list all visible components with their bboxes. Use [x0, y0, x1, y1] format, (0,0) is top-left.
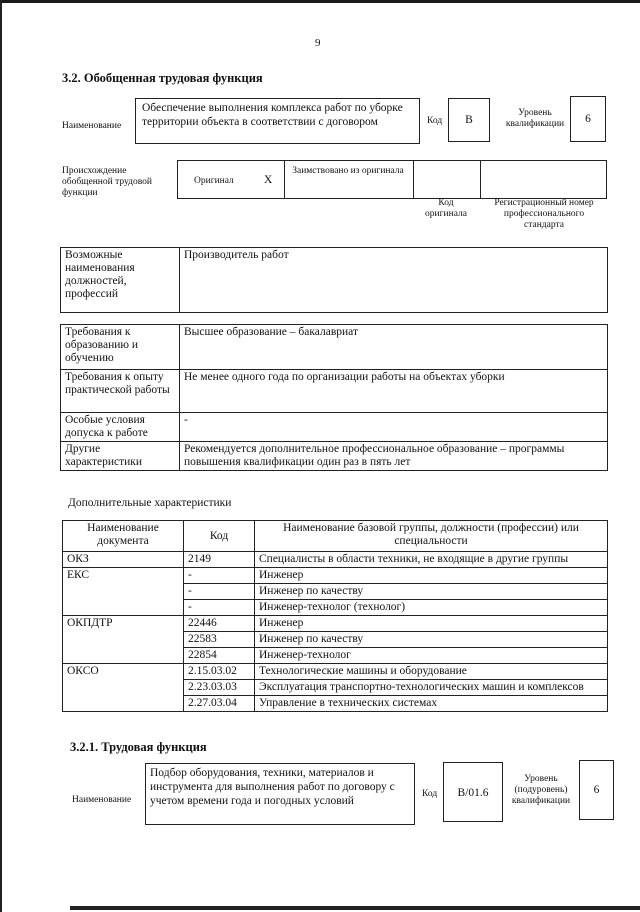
- reg-number-label: Регистрационный номер профессионального стандарта: [494, 198, 594, 230]
- doc-cell: ОКСО: [63, 664, 184, 712]
- sub-code-value: B/01.6: [457, 787, 489, 799]
- name-cell: Инженер по качеству: [255, 584, 608, 600]
- origin-divider-3: [480, 161, 481, 198]
- additional-table: [62, 520, 608, 712]
- scan-top-edge: [0, 0, 640, 3]
- name-cell: Инженер-технолог: [255, 648, 608, 664]
- name-cell: Инженер-технолог (технолог): [255, 600, 608, 616]
- name-cell: Инженер по качеству: [255, 632, 608, 648]
- code-cell: 22446: [184, 616, 255, 632]
- sub-level-value: 6: [593, 784, 600, 796]
- additional-row: [63, 616, 608, 632]
- requirement-value: -: [180, 413, 608, 442]
- code-cell: 22583: [184, 632, 255, 648]
- additional-row: [63, 664, 608, 680]
- borrowed-label: Заимствовано из оригинала: [292, 166, 404, 176]
- code-original-label: Код оригинала: [425, 198, 467, 219]
- sub-name-label: Наименование: [72, 795, 132, 805]
- additional-header-row: [63, 521, 608, 552]
- requirement-label: Особые условия допуска к работе: [61, 413, 180, 442]
- positions-label: Возможные наименования должностей, профессий: [61, 248, 180, 313]
- positions-row: [61, 248, 608, 313]
- doc-cell: ЕКС: [63, 568, 184, 616]
- code-cell: -: [184, 584, 255, 600]
- doc-cell: ОКЗ: [63, 552, 184, 568]
- code-cell: -: [184, 568, 255, 584]
- positions-table: [60, 247, 608, 313]
- additional-row: [63, 568, 608, 584]
- requirement-value: Высшее образование – бакалавриат: [180, 325, 608, 370]
- requirement-label: Другие характеристики: [61, 442, 180, 471]
- page-number: 9: [315, 37, 321, 49]
- name-cell: Технологические машины и оборудование: [255, 664, 608, 680]
- origin-table: [177, 160, 607, 199]
- name-cell: Инженер: [255, 616, 608, 632]
- name-cell: Эксплуатация транспортно-технологических машин и комплексов: [255, 680, 608, 696]
- requirement-row: [61, 325, 608, 370]
- level-box: [570, 96, 606, 142]
- sub-level-label: Уровень (подуровень) квалификации: [511, 774, 571, 806]
- requirement-row: [61, 442, 608, 471]
- code-cell: -: [184, 600, 255, 616]
- function-name-value: Обеспечение выполнения комплекса работ по уборке территории объекта в соответствии с договором: [142, 102, 403, 128]
- section-title: 3.2. Обобщенная трудовая функция: [62, 71, 263, 85]
- requirement-label: Требования к опыту практической работы: [61, 370, 180, 413]
- name-cell: Управление в технических системах: [255, 696, 608, 712]
- scan-left-edge: [0, 0, 2, 912]
- origin-divider-1: [284, 161, 285, 198]
- code-box: [448, 98, 490, 142]
- doc-cell: ОКПДТР: [63, 616, 184, 664]
- code-cell: 22854: [184, 648, 255, 664]
- name-cell: Инженер: [255, 568, 608, 584]
- level-value: 6: [585, 113, 591, 125]
- requirement-row: [61, 413, 608, 442]
- sub-level-box: [579, 760, 614, 820]
- code-cell: 2.23.03.03: [184, 680, 255, 696]
- subsection-title: 3.2.1. Трудовая функция: [70, 740, 207, 754]
- sub-function-name-value: Подбор оборудования, техники, материалов и инструмента для выполнения работ по договору с учетом времени года и погодных условий: [150, 767, 395, 807]
- requirement-value: Рекомендуется дополнительное профессиональное образование – программы повышения квалификации один раз в пять лет: [180, 442, 608, 471]
- scan-bottom-edge: [70, 906, 640, 910]
- code-value: B: [465, 114, 473, 126]
- code-cell: 2.27.03.04: [184, 696, 255, 712]
- header-name: Наименование базовой группы, должности (профессии) или специальности: [255, 521, 608, 552]
- sub-function-name-box: [145, 763, 415, 825]
- code-label: Код: [427, 116, 443, 126]
- original-label: Оригинал: [194, 176, 234, 186]
- sub-code-box: [443, 762, 503, 822]
- header-code: Код: [184, 521, 255, 552]
- name-label: Наименование: [62, 121, 122, 131]
- code-cell: 2149: [184, 552, 255, 568]
- level-label: Уровень квалификации: [505, 108, 565, 129]
- additional-title: Дополнительные характеристики: [68, 497, 232, 509]
- code-cell: 2.15.03.02: [184, 664, 255, 680]
- name-cell: Специалисты в области техники, не входящие в другие группы: [255, 552, 608, 568]
- positions-value: Производитель работ: [180, 248, 608, 313]
- header-document: Наименование документа: [63, 521, 184, 552]
- requirement-value: Не менее одного года по организации работы на объектах уборки: [180, 370, 608, 413]
- origin-label: Происхождение обобщенной трудовой функции: [62, 166, 152, 198]
- requirement-row: [61, 370, 608, 413]
- origin-divider-2: [413, 161, 414, 198]
- sub-code-label: Код: [422, 789, 438, 799]
- requirement-label: Требования к образованию и обучению: [61, 325, 180, 370]
- requirements-table: [60, 324, 608, 471]
- additional-row: [63, 552, 608, 568]
- original-mark: X: [264, 174, 273, 186]
- function-name-box: [135, 98, 420, 144]
